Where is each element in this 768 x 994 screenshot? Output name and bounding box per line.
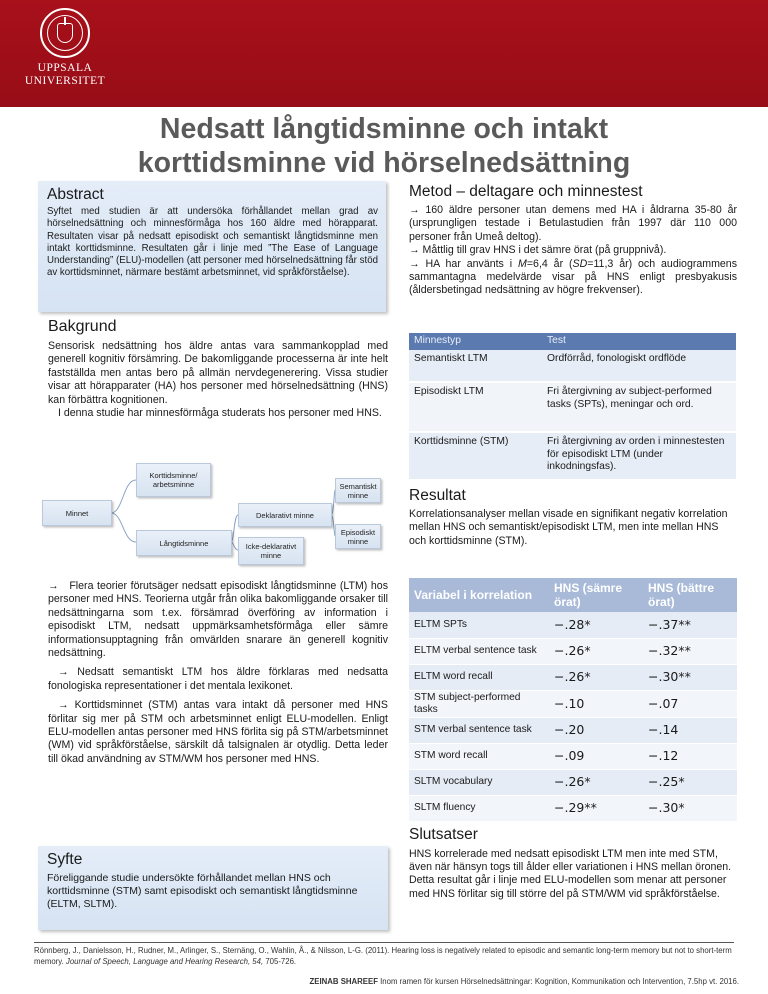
table-cell: Semantiskt LTM [409,350,542,382]
logo-line-2: UNIVERSITET [24,75,106,87]
method-point-2: → Måttlig till grav HNS i det sämre örat (på gruppnivå). [409,244,667,257]
results-heading: Resultat [409,487,466,504]
table-cell: −.29** [549,795,643,821]
abstract-text: Syftet med studien är att undersöka förhållandet mellan grad av hörselnedsättning och minnesförmåga hos 160 äldre med hörapparat. Resultaten visar på nedsatt episodiskt och semantiskt långtidsminne men intakt korttidsminne. Resultaten går i linje med ”The Ease of Language Understanding” (ELU)-modellen (att personer med hörselnedsättning får stöd av korttidsminnet, närmare bestämt arbetsminnet, vid språkförståelse). [47,206,378,279]
table-row [409,350,736,382]
conclusions-heading: Slutsatser [409,826,478,843]
node-nondeclarative: Icke-deklarativt minne [238,537,304,565]
table-row [409,717,737,743]
header-band [0,0,768,107]
table-cell: −.14 [643,717,737,743]
author-name: ZEINAB SHAREEF [309,977,378,986]
arrow-icon: → [58,699,75,712]
reference: Rönnberg, J., Danielsson, H., Rudner, M., Arlinger, S., Sternäng, O., Wahlin, Å., & Nilsson, L-G. (2011). Hearing loss is negatively related to episodic and semantic long-term memory but not to short-term memory. Journal of Speech, Language and Hearing Research, 54, 705-726. [34,946,732,966]
table-row [409,769,737,795]
title-line-2: korttidsminne vid hörselnedsättning [137,147,631,179]
table-cell: −.26* [549,769,643,795]
table-row [409,432,736,480]
title-line-1: Nedsatt långtidsminne och intakt [159,113,609,145]
abstract-box [38,181,386,312]
results-section [409,487,737,548]
table-cell: −.26* [549,638,643,664]
theory-section [48,580,388,772]
abstract-heading: Abstract [47,186,104,203]
table-cell: STM word recall [409,743,549,769]
poster-title [100,112,668,180]
table-cell: ELTM SPTs [409,612,549,638]
method-point-1: → 160 äldre personer utan demens med HA i åldrarna 35-80 år (ursprungligen testade i Betulastudien från 1997 där 110 000 personer från Umeå deltog). [409,204,737,243]
logo-line-1: UPPSALA [37,62,93,74]
conclusions-section [409,826,737,901]
table-cell: −.10 [549,690,643,717]
table-row [409,382,736,432]
node-episodic: Episodiskt minne [335,524,381,549]
table-cell: −.26* [549,664,643,690]
table-row [409,690,737,717]
corr-header-better-ear: HNS (bättre örat) [643,578,737,612]
memory-diagram [38,458,393,580]
node-long-term: Långtidsminne [136,530,232,556]
corr-header-worse-ear: HNS (sämre örat) [549,578,643,612]
table-cell: Episodiskt LTM [409,382,542,432]
table-cell: Fri återgivning av subject-performed tasks (SPTs), meningar och ord. [542,382,736,432]
arrow-icon: → [48,580,70,592]
method-heading: Metod – deltagare och minnestest [409,183,643,200]
footer-divider [34,942,734,943]
table-row [409,743,737,769]
table-cell: −.25* [643,769,737,795]
aim-box [38,846,388,930]
table-cell: −.37** [643,612,737,638]
node-semantic: Semantiskt minne [335,478,381,503]
table-cell: −.07 [643,690,737,717]
aim-heading: Syfte [47,851,83,868]
footer-credit: ZEINAB SHAREEF Inom ramen för kursen Hörselnedsättningar: Kognition, Kommunikation och Intervention, 7.5hp vt. 2016. [309,977,739,986]
node-declarative: Deklarativt minne [238,503,332,527]
table-cell: −.30* [643,795,737,821]
table-cell: SLTM fluency [409,795,549,821]
background-paragraph-1: Sensorisk nedsättning hos äldre antas vara sammankopplad med generell kognitiv försämring. De bakomliggande processerna är inte helt fastställda men antas bero på allmän nervdegenerering. Vissa studier visar att hörapparater (HA) hos personer med hörselnedsättning (HNS) kan förbättra kognitionen. [48,340,388,406]
background-section [48,318,388,420]
table-cell: ELTM verbal sentence task [409,638,549,664]
arrow-icon: → [409,257,426,270]
test-table-header: Test [542,333,736,350]
table-row [409,664,737,690]
seal-icon [40,8,90,58]
test-table-header: Minnestyp [409,333,542,350]
table-cell: STM verbal sentence task [409,717,549,743]
test-table [409,333,736,481]
table-cell: Korttidsminne (STM) [409,432,542,480]
aim-text: Föreliggande studie undersökte förhållandet mellan HNS och korttidsminne (STM) samt episodiskt och semantiskt långtidsminne (ELTM, SLTM). [47,872,358,911]
table-cell: Fri återgivning av orden i minnestesten för episodiskt LTM (under inkodningsfas). [542,432,736,480]
table-cell: Ordförråd, fonologiskt ordflöde [542,350,736,382]
table-cell: ELTM word recall [409,664,549,690]
arrow-icon: → [409,244,423,257]
theory-paragraph-2: → Nedsatt semantiskt LTM hos äldre förklaras med nedsatta fonologiska representationer i det mentala lexikonet. [48,666,388,692]
table-cell: −.12 [643,743,737,769]
conclusions-text: HNS korrelerade med nedsatt episodiskt LTM men inte med STM, även när hänsyn togs till ålder eller variationen i HNS mellan öronen. Detta resultat går i linje med ELU-modellen som menar att personer med HNS förlitar sig till större del på STM/WM vid språkförståelse. [409,848,732,900]
background-heading: Bakgrund [48,318,117,335]
node-memory: Minnet [42,500,112,526]
results-text: Korrelationsanalyser mellan visade en signifikant negativ korrelation mellan HNS och semantiskt/episodiskt LTM, men inte mellan HNS och korttidsminne (STM). [409,508,728,547]
corr-header-variable: Variabel i korrelation [409,578,549,612]
table-cell: −.09 [549,743,643,769]
method-section [409,183,737,298]
table-cell: −.32** [643,638,737,664]
arrow-icon: → [409,204,426,216]
table-cell: −.30** [643,664,737,690]
node-short-term: Korttidsminne/ arbetsminne [136,463,211,497]
method-point-3: → HA har använts i M=6,4 år (SD=11,3 år) och audiogrammens sammantagna medelvärde visar på HNS enligt presbyakusis (åldersbetingad nedsättning av högre frekvenser). [409,257,737,297]
theory-paragraph-3: → Korttidsminnet (STM) antas vara intakt då personer med HNS förlitar sig mer på STM och arbetsminnet enligt ELU-modellen. Enligt ELU-modellen antas personer med HNS förlita sig på STM/arbetsminnet (WM) vid språkförståelse, särskilt då talsignalen är otydlig. Detta leder till ökad användning av STM/WM hos personer med HNS. [48,699,388,765]
table-cell: STM subject-performed tasks [409,690,549,717]
table-row [409,612,737,638]
university-logo [22,8,108,88]
arrow-icon: → [58,666,78,679]
table-row [409,638,737,664]
table-cell: −.20 [549,717,643,743]
theory-paragraph-1: → Flera teorier förutsäger nedsatt episodiskt långtidsminne (LTM) hos personer med HNS. Teorierna utgår från olika bakomliggande orsaker till nedsättningarna som t.ex. försämrad överföring av information i episodiskt LTM, nedsatt uppmärksamhetsförmåga eller sämre informationsupptagning från omvärlden snarare än generell kognitiv nedsättning. [48,580,388,660]
background-paragraph-2: I denna studie har minnesförmåga studerats hos personer med HNS. [58,407,382,420]
table-cell: −.28* [549,612,643,638]
table-cell: SLTM vocabulary [409,769,549,795]
table-row [409,795,737,821]
correlation-table [409,578,737,822]
